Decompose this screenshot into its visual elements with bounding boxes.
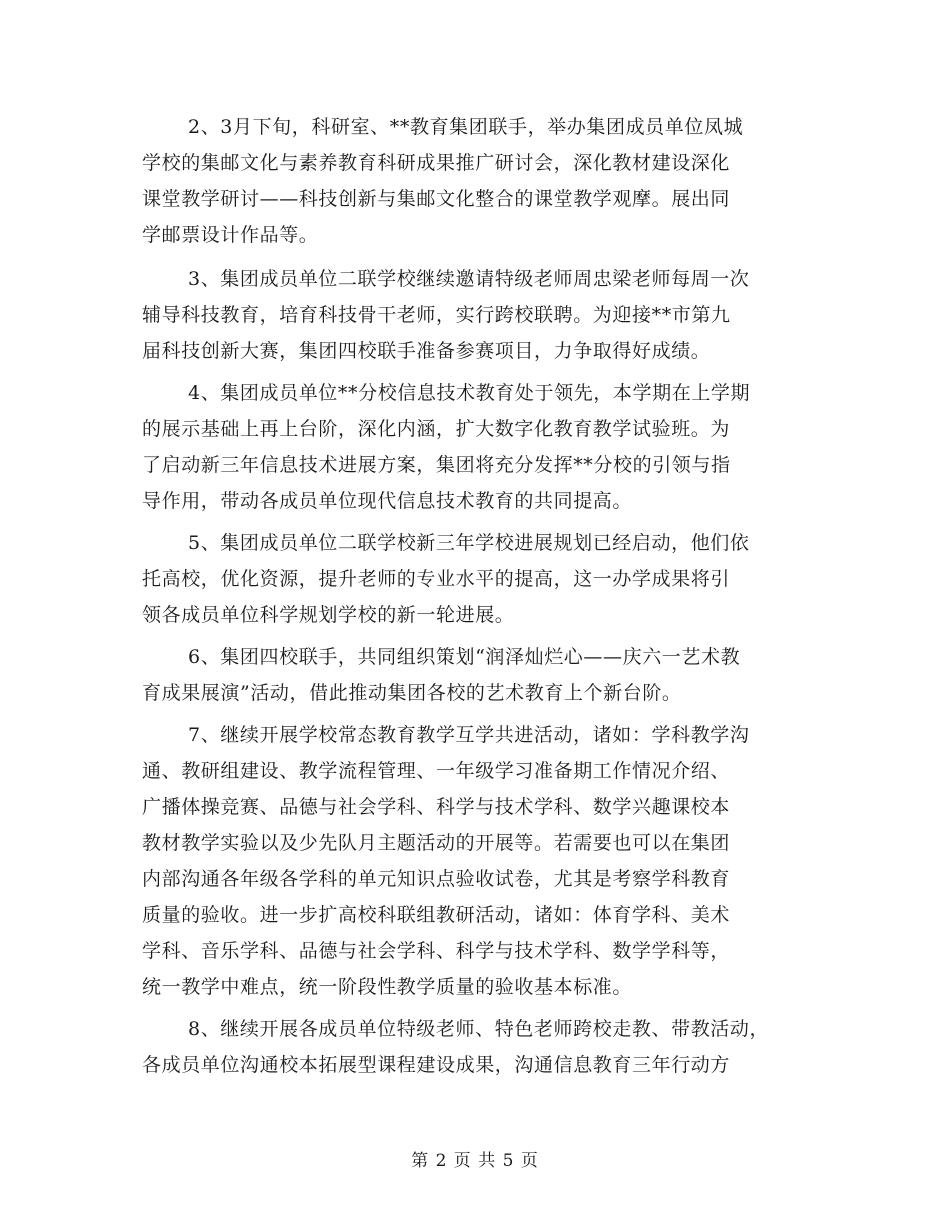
text-line: 各成员单位沟通校本拓展型课程建设成果，沟通信息教育三年行动方 <box>142 1054 731 1076</box>
text-line: 学科、音乐学科、品德与社会学科、科学与技术学科、数学学科等， <box>142 940 731 962</box>
text-line: 3、集团成员单位二联学校继续邀请特级老师周忠梁老师每周一次 <box>188 268 750 290</box>
text-line: 的展示基础上再上台阶，深化内涵，扩大数字化教育教学试验班。为 <box>142 418 731 440</box>
text-line: 教材教学实验以及少先队月主题活动的开展等。若需要也可以在集团 <box>142 832 731 854</box>
text-line: 广播体操竞赛、品德与社会学科、科学与技术学科、数学兴趣课校本 <box>142 796 731 818</box>
text-line: 领各成员单位科学规划学校的新一轮进展。 <box>142 604 515 626</box>
page-number-footer: 第 2 页 共 5 页 <box>411 1151 539 1171</box>
text-line: 8、继续开展各成员单位特级老师、特色老师跨校走教、带教活动， <box>188 1018 770 1040</box>
text-line: 统一教学中难点，统一阶段性教学质量的验收基本标准。 <box>142 976 633 998</box>
text-line: 托高校，优化资源，提升老师的专业水平的提高，这一办学成果将引 <box>142 568 731 590</box>
text-line: 导作用，带动各成员单位现代信息技术教育的共同提高。 <box>142 490 633 512</box>
text-line: 学校的集邮文化与素养教育科研成果推广研讨会，深化教材建设深化 <box>142 152 731 174</box>
text-line: 质量的验收。进一步扩高校科联组教研活动，诸如：体育学科、美术 <box>142 904 731 926</box>
text-line: 了启动新三年信息技术进展方案，集团将充分发挥**分校的引领与指 <box>142 454 731 476</box>
text-line: 7、继续开展学校常态教育教学互学共进活动，诸如：学科教学沟 <box>188 724 750 746</box>
text-line: 5、集团成员单位二联学校新三年学校进展规划已经启动，他们依 <box>188 532 750 554</box>
text-line: 学邮票设计作品等。 <box>142 224 319 246</box>
text-line: 内部沟通各年级各学科的单元知识点验收试卷，尤其是考察学科教育 <box>142 868 731 890</box>
text-line: 4、集团成员单位**分校信息技术教育处于领先，本学期在上学期 <box>188 382 751 404</box>
text-line: 课堂教学研讨——科技创新与集邮文化整合的课堂教学观摩。展出同 <box>142 188 731 210</box>
text-line: 6、集团四校联手，共同组织策划“润泽灿烂心——庆六一艺术教 <box>188 646 741 668</box>
text-line: 2、3月下旬，科研室、**教育集团联手，举办集团成员单位凤城 <box>188 116 744 138</box>
text-line: 育成果展演”活动，借此推动集团各校的艺术教育上个新台阶。 <box>142 682 682 704</box>
text-line: 届科技创新大赛，集团四校联手准备参赛项目，力争取得好成绩。 <box>142 340 711 362</box>
text-line: 辅导科技教育，培育科技骨干老师，实行跨校联聘。为迎接**市第九 <box>142 304 731 326</box>
text-line: 通、教研组建设、教学流程管理、一年级学习准备期工作情况介绍、 <box>142 760 731 782</box>
